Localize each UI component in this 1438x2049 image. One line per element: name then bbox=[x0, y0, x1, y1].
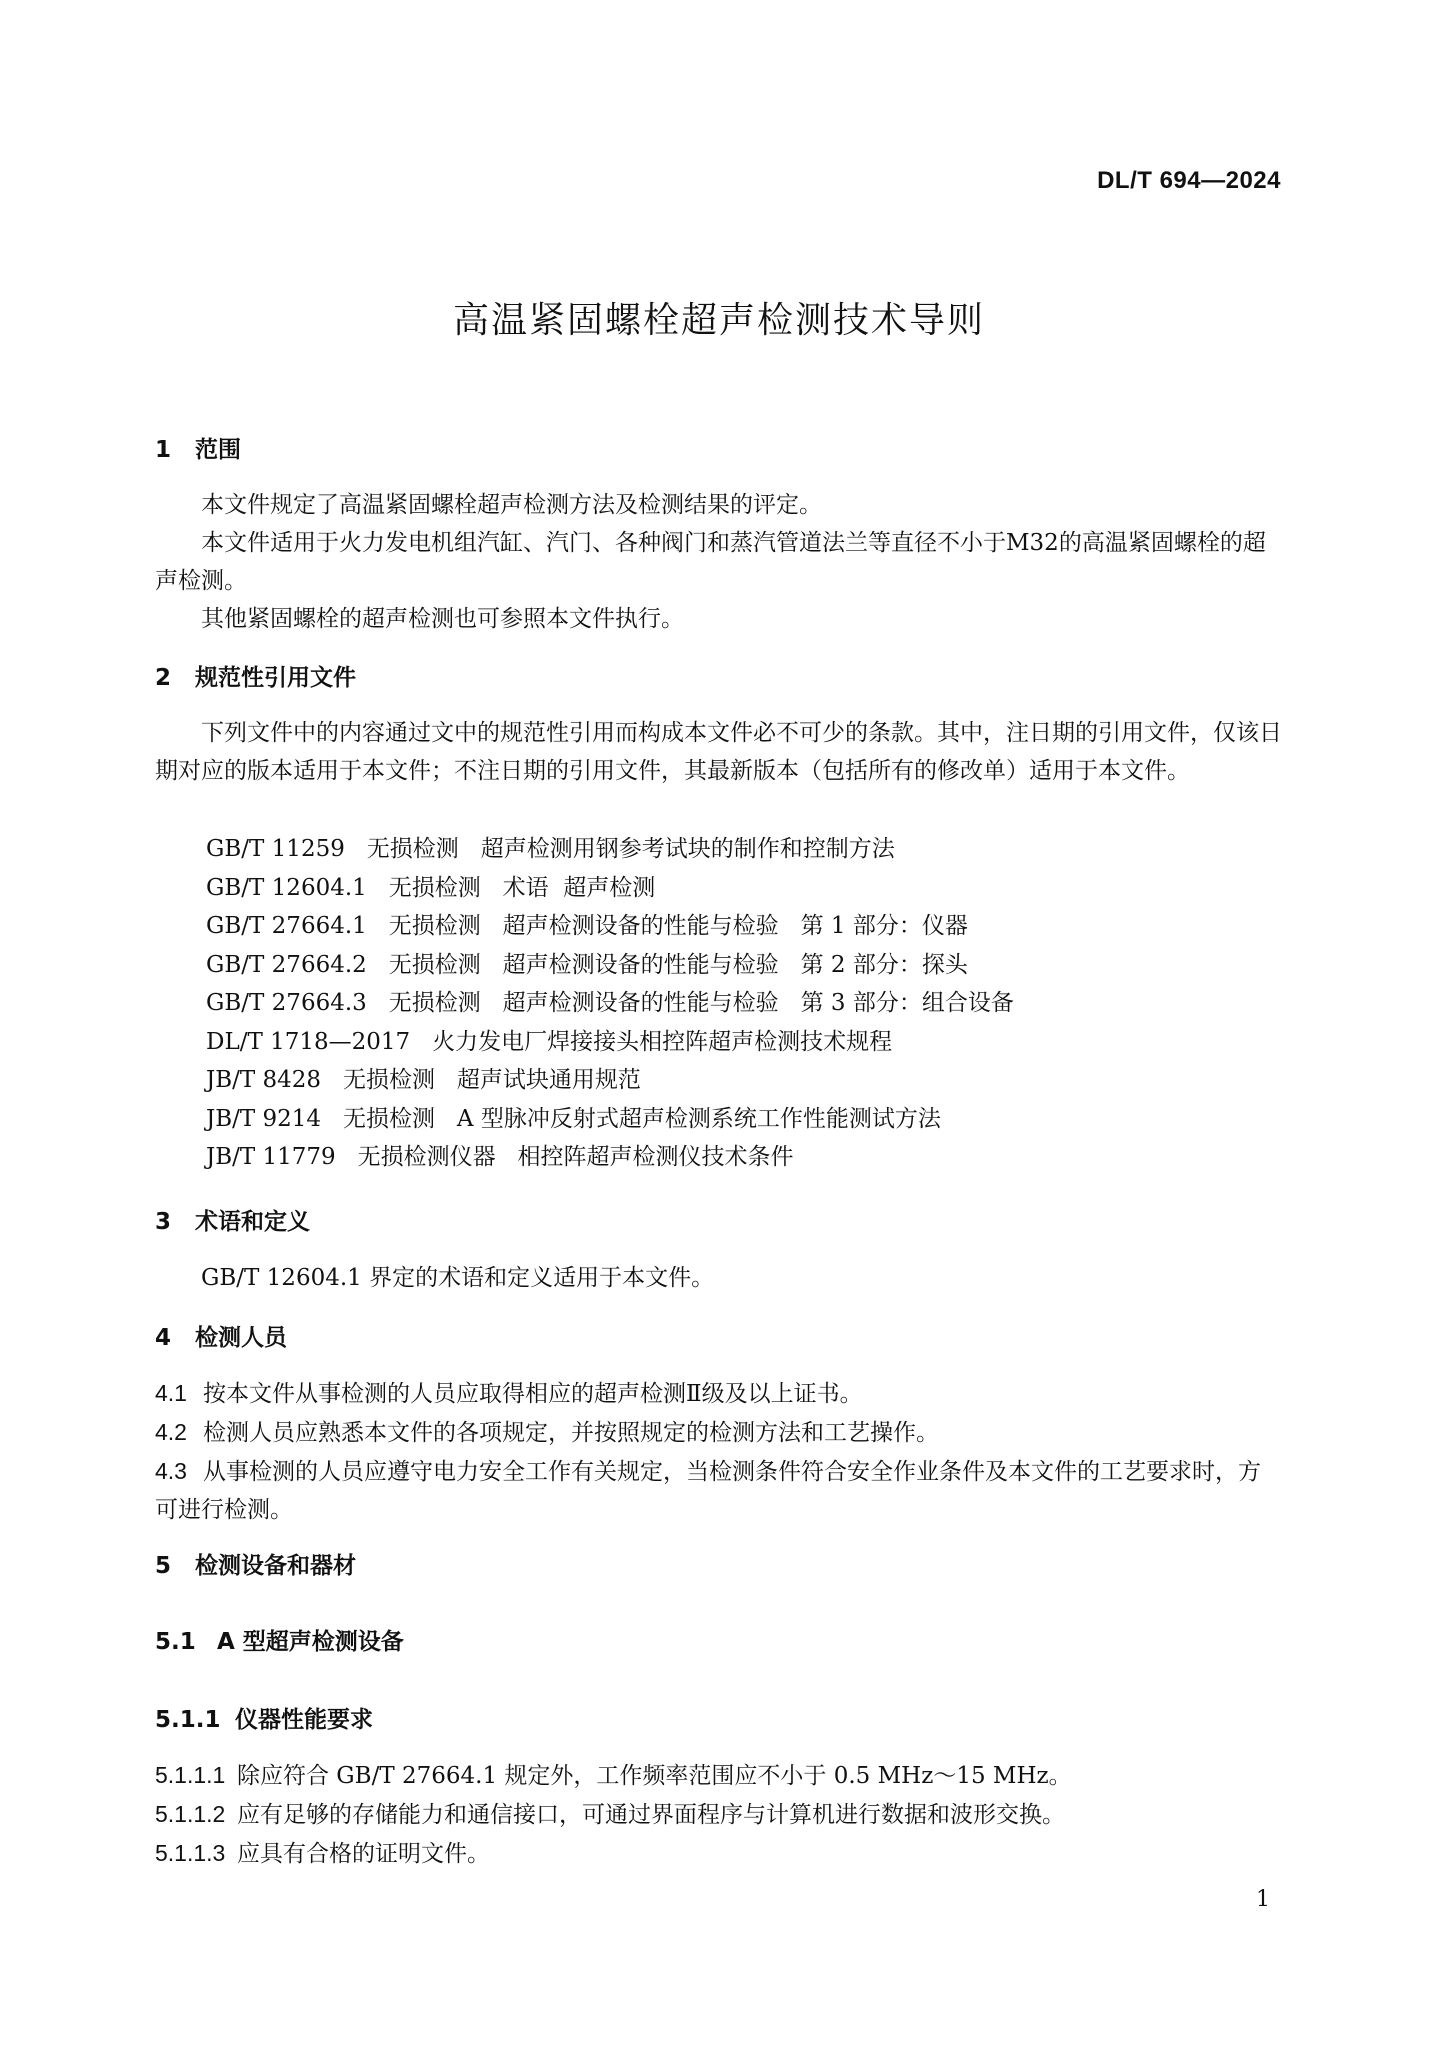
reference-item: GB/T 27664.2 无损检测 超声检测设备的性能与检验 第 2 部分：探头 bbox=[206, 951, 968, 978]
clause-number: 4.1 bbox=[155, 1380, 187, 1406]
subsubsection-heading bbox=[155, 1704, 1283, 1736]
reference-list bbox=[155, 830, 1283, 1177]
clause bbox=[155, 1834, 1283, 1873]
clause-number: 5.1.1.2 bbox=[155, 1801, 226, 1827]
paragraph: 下列文件中的内容通过文中的规范性引用而构成本文件必不可少的条款。其中，注日期的引用文件，仅该日期对应的版本适用于本文件；不注日期的引用文件，其最新版本（包括所有的修改单）适用于本文件。 bbox=[155, 720, 1282, 784]
clause bbox=[155, 1374, 1283, 1413]
section-title: 范围 bbox=[195, 437, 241, 463]
section-3-body bbox=[155, 1259, 1283, 1297]
reference-item: GB/T 12604.1 无损检测 术语 超声检测 bbox=[206, 874, 656, 901]
section-3 bbox=[155, 1206, 1283, 1238]
section-1 bbox=[155, 434, 1283, 466]
section-title: 规范性引用文件 bbox=[195, 665, 356, 691]
subsection-number: 5.1 bbox=[155, 1629, 196, 1655]
reference-item: JB/T 9214 无损检测 A 型脉冲反射式超声检测系统工作性能测试方法 bbox=[206, 1105, 941, 1132]
clause-number: 4.2 bbox=[155, 1419, 187, 1445]
reference-item: JB/T 11779 无损检测仪器 相控阵超声检测仪技术条件 bbox=[206, 1144, 794, 1170]
reference-item: DL/T 1718—2017 火力发电厂焊接接头相控阵超声检测技术规程 bbox=[206, 1028, 893, 1055]
section-1-body bbox=[155, 486, 1283, 638]
section-title: 检测设备和器材 bbox=[195, 1553, 356, 1579]
subsection-5-1-1 bbox=[155, 1704, 1283, 1736]
section-heading bbox=[155, 1550, 1283, 1582]
page-number: 1 bbox=[1256, 1887, 1270, 1912]
reference-item: JB/T 8428 无损检测 超声试块通用规范 bbox=[206, 1067, 641, 1093]
paragraph: 本文件规定了高温紧固螺栓超声检测方法及检测结果的评定。 bbox=[201, 492, 822, 518]
subsection-5-1 bbox=[155, 1626, 1283, 1658]
subsubsection-title: 仪器性能要求 bbox=[235, 1707, 373, 1733]
section-heading bbox=[155, 662, 1283, 694]
section-number: 4 bbox=[155, 1325, 172, 1351]
section-heading bbox=[155, 1206, 1283, 1238]
section-title: 术语和定义 bbox=[195, 1209, 310, 1235]
clause-text: 除应符合 GB/T 27664.1 规定外，工作频率范围应不小于 0.5 MHz～15 MHz。 bbox=[237, 1763, 1072, 1789]
section-number: 2 bbox=[155, 665, 172, 691]
subsubsection-number: 5.1.1 bbox=[155, 1707, 221, 1733]
reference-item: GB/T 11259 无损检测 超声检测用钢参考试块的制作和控制方法 bbox=[206, 836, 895, 862]
clause bbox=[155, 1756, 1283, 1795]
section-4-body bbox=[155, 1374, 1283, 1529]
reference-item: GB/T 27664.3 无损检测 超声检测设备的性能与检验 第 3 部分：组合设备 bbox=[206, 990, 1014, 1016]
clause bbox=[155, 1795, 1283, 1834]
reference-item: GB/T 27664.1 无损检测 超声检测设备的性能与检验 第 1 部分：仪器 bbox=[206, 913, 968, 939]
section-heading bbox=[155, 434, 1283, 466]
clause-text: 按本文件从事检测的人员应取得相应的超声检测Ⅱ级及以上证书。 bbox=[203, 1381, 863, 1407]
section-number: 5 bbox=[155, 1553, 172, 1579]
subsection-heading bbox=[155, 1626, 1283, 1658]
clause-text: 从事检测的人员应遵守电力安全工作有关规定，当检测条件符合安全作业条件及本文件的工艺要求时，方可进行检测。 bbox=[155, 1459, 1261, 1523]
document-title: 高温紧固螺栓超声检测技术导则 bbox=[452, 300, 985, 341]
standard-code: DL/T 694—2024 bbox=[1097, 167, 1281, 194]
clause bbox=[155, 1452, 1283, 1529]
paragraph: GB/T 12604.1 界定的术语和定义适用于本文件。 bbox=[201, 1265, 715, 1291]
clause bbox=[155, 1413, 1283, 1452]
section-4 bbox=[155, 1322, 1283, 1354]
section-heading bbox=[155, 1322, 1283, 1354]
clause-number: 5.1.1.1 bbox=[155, 1762, 226, 1788]
clause-text: 检测人员应熟悉本文件的各项规定，并按照规定的检测方法和工艺操作。 bbox=[203, 1420, 939, 1446]
paragraph: 其他紧固螺栓的超声检测也可参照本文件执行。 bbox=[201, 606, 684, 632]
section-number: 3 bbox=[155, 1209, 172, 1235]
section-number: 1 bbox=[155, 437, 172, 463]
subsection-title: A 型超声检测设备 bbox=[217, 1629, 404, 1655]
section-5-body bbox=[155, 1756, 1283, 1873]
section-2-body bbox=[155, 714, 1283, 790]
clause-number: 4.3 bbox=[155, 1458, 187, 1484]
section-2 bbox=[155, 662, 1283, 694]
clause-text: 应有足够的存储能力和通信接口，可通过界面程序与计算机进行数据和波形交换。 bbox=[237, 1802, 1065, 1828]
section-title: 检测人员 bbox=[195, 1325, 287, 1351]
clause-text: 应具有合格的证明文件。 bbox=[237, 1841, 490, 1867]
clause-number: 5.1.1.3 bbox=[155, 1840, 226, 1866]
section-5 bbox=[155, 1550, 1283, 1582]
paragraph: 本文件适用于火力发电机组汽缸、汽门、各种阀门和蒸汽管道法兰等直径不小于M32的高温紧固螺栓的超声检测。 bbox=[155, 530, 1266, 594]
